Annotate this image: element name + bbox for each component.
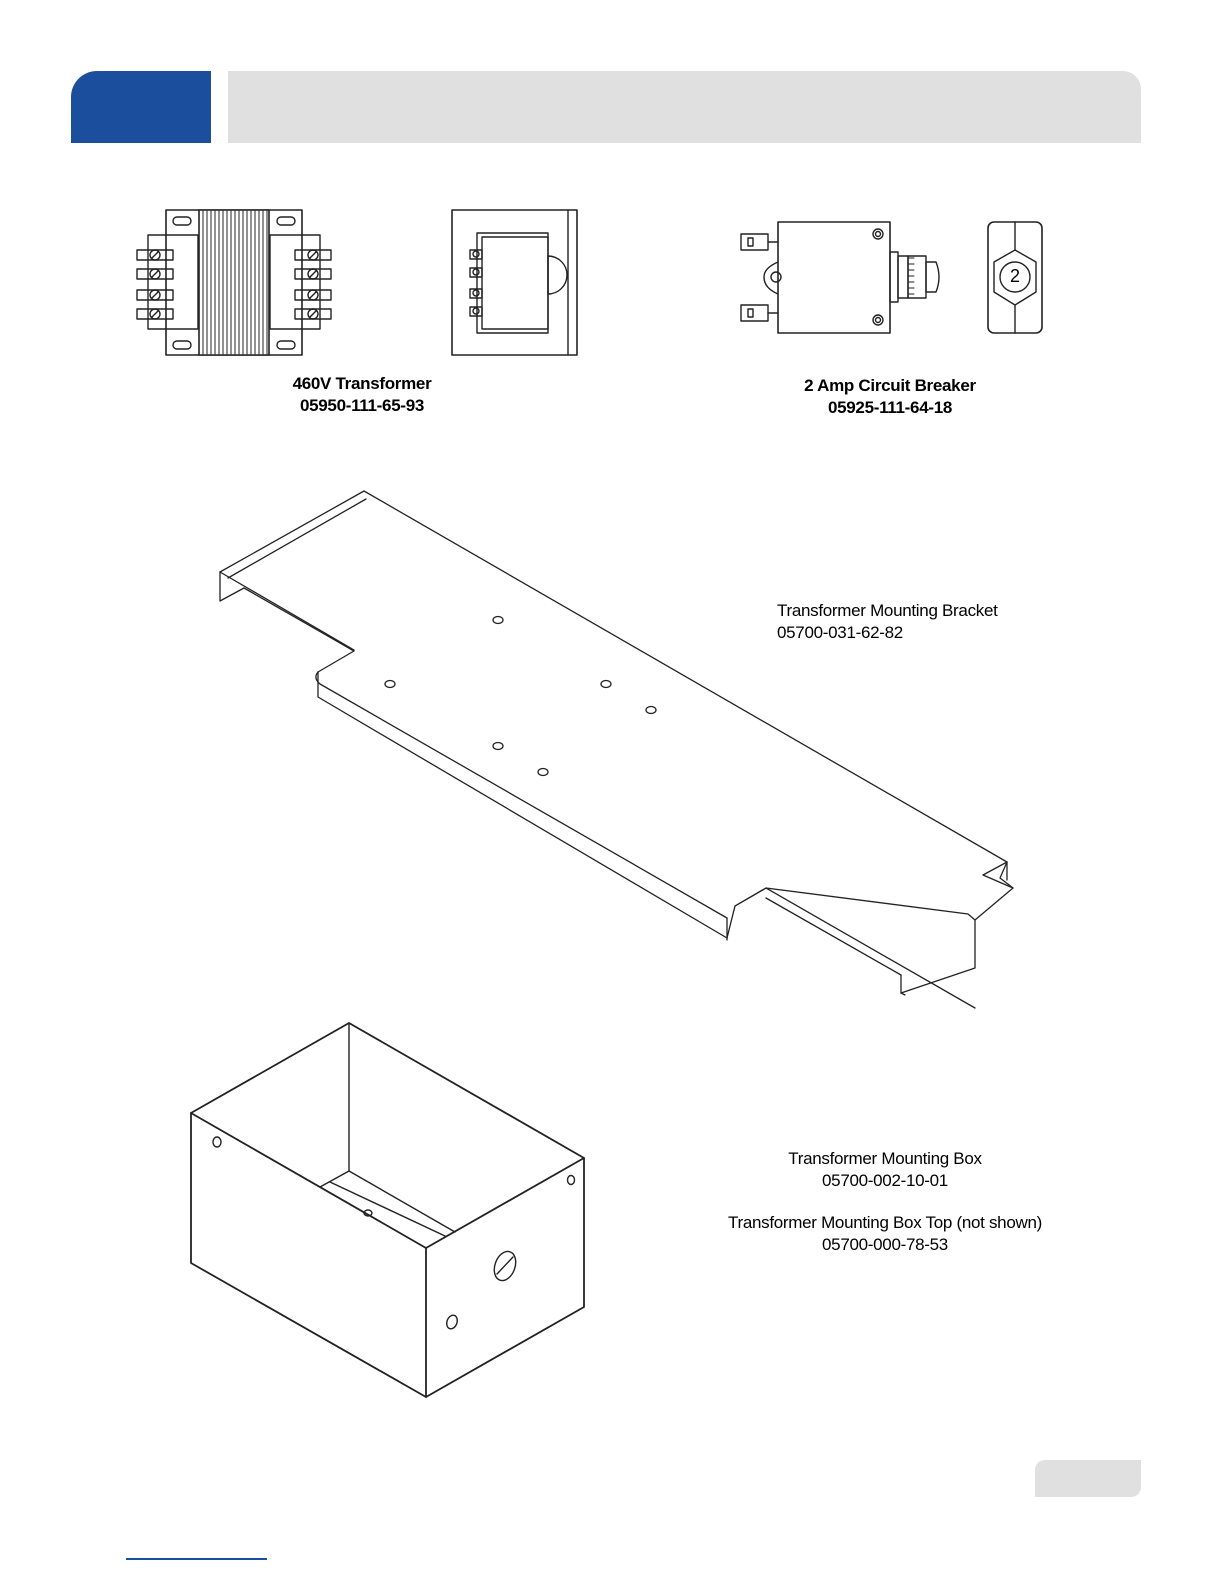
breaker-caption [780, 375, 1000, 419]
mounting-box-drawing [191, 1023, 584, 1397]
box-name: Transformer Mounting Box [788, 1149, 982, 1168]
mounting-bracket-drawing [220, 491, 1013, 1008]
transformer-front-view [137, 210, 331, 355]
bracket-part-number: 05700-031-62-82 [777, 623, 903, 642]
box-part-number: 05700-002-10-01 [822, 1171, 948, 1190]
breaker-part-number: 05925-111-64-18 [827, 398, 953, 417]
page-number-tab [1035, 1460, 1141, 1497]
transformer-name: 460V Transformer [292, 374, 432, 393]
footer-link-underline [126, 1558, 267, 1560]
bracket-name: Transformer Mounting Bracket [777, 601, 998, 620]
box-caption [700, 1148, 1070, 1256]
transformer-part-number: 05950-111-65-93 [299, 396, 425, 415]
box-top-part-number: 05700-000-78-53 [822, 1235, 948, 1254]
breaker-rating-label: 2 [1009, 266, 1020, 286]
transformer-caption [262, 373, 462, 417]
breaker-side-view [741, 222, 939, 333]
box-top-name: Transformer Mounting Box Top (not shown) [728, 1213, 1042, 1232]
breaker-name: 2 Amp Circuit Breaker [804, 376, 976, 395]
transformer-side-view [452, 210, 577, 355]
bracket-caption [777, 600, 1057, 644]
transformer-right-terminals [295, 250, 331, 319]
transformer-left-terminals [137, 250, 173, 319]
